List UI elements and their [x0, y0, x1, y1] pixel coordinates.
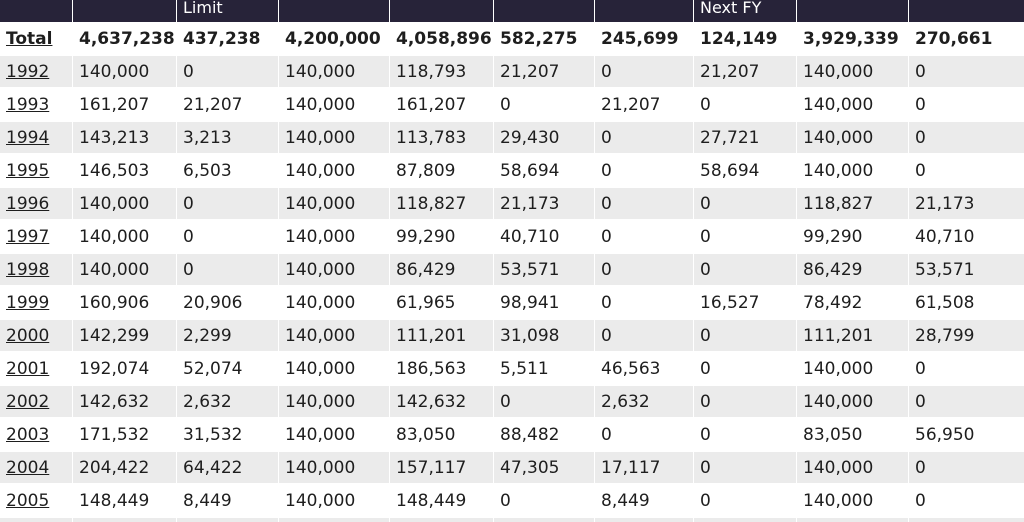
table-cell: 2,299: [176, 318, 278, 351]
table-cell: 0: [594, 417, 693, 450]
table-cell: 140,000: [278, 87, 389, 120]
total-cell: 270,661: [908, 22, 1024, 54]
year-link[interactable]: 2004: [6, 457, 50, 478]
table-cell: 8,449: [594, 483, 693, 516]
year-link[interactable]: 2005: [6, 490, 50, 511]
table-cell: 204,422: [72, 450, 176, 483]
year-cell[interactable]: [0, 252, 72, 285]
table-row: [0, 351, 1024, 384]
table-cell: 16,527: [693, 285, 796, 318]
table-cell: 0: [493, 384, 594, 417]
table-cell: 0: [594, 54, 693, 87]
table-cell: 140,000: [796, 87, 908, 120]
table-cell: 21,207: [176, 87, 278, 120]
table-cell: 88,482: [493, 417, 594, 450]
year-link[interactable]: 1996: [6, 193, 50, 214]
table-cell: 140,000: [278, 120, 389, 153]
table-cell: 0: [908, 450, 1024, 483]
table-cell: 0: [176, 219, 278, 252]
table-cell: 111,201: [389, 318, 493, 351]
table-cell: 2,632: [594, 384, 693, 417]
table-cell: 83,050: [389, 417, 493, 450]
table-cell: 0: [693, 384, 796, 417]
total-row: [0, 22, 1024, 54]
table-cell: 186,563: [389, 351, 493, 384]
table-cell: 87,809: [389, 153, 493, 186]
year-link[interactable]: 2001: [6, 358, 50, 379]
table-cell: 78,492: [796, 285, 908, 318]
table-cell: 113,783: [389, 120, 493, 153]
table-cell: 98,941: [493, 285, 594, 318]
table-cell: 17,117: [594, 450, 693, 483]
table-cell: 58,694: [493, 153, 594, 186]
table-cell: 31,098: [493, 318, 594, 351]
table-cell: [72, 516, 176, 522]
table-cell: 140,000: [278, 417, 389, 450]
table-cell: 160,906: [72, 285, 176, 318]
table-cell: 140,000: [278, 252, 389, 285]
total-label[interactable]: [0, 22, 72, 54]
table-cell: 0: [693, 351, 796, 384]
year-cell[interactable]: [0, 450, 72, 483]
table-header: [0, 0, 1024, 22]
table-row: [0, 252, 1024, 285]
table-cell: 47,305: [493, 450, 594, 483]
table-cell: 0: [693, 87, 796, 120]
table-row: [0, 450, 1024, 483]
table-cell: 3,213: [176, 120, 278, 153]
year-link[interactable]: 2003: [6, 424, 50, 445]
total-cell: 4,637,238: [72, 22, 176, 54]
table-cell: 0: [493, 483, 594, 516]
table-cell: 140,000: [278, 54, 389, 87]
table-cell: 157,117: [389, 450, 493, 483]
table-cell: 52,074: [176, 351, 278, 384]
table-cell: 0: [693, 318, 796, 351]
table-cell: 140,000: [796, 54, 908, 87]
table-cell: 86,429: [389, 252, 493, 285]
table-cell: 8,449: [176, 483, 278, 516]
table-cell: 0: [594, 153, 693, 186]
table-cell: 0: [693, 483, 796, 516]
table-row: [0, 318, 1024, 351]
table-cell: 58,694: [693, 153, 796, 186]
table-cell: 31,532: [176, 417, 278, 450]
table-cell: 118,793: [389, 54, 493, 87]
table-cell: 0: [176, 54, 278, 87]
header-cell: [278, 0, 389, 22]
header-cell: [594, 0, 693, 22]
table-row: [0, 417, 1024, 450]
table-cell: 40,710: [908, 219, 1024, 252]
table-cell: 148,449: [389, 483, 493, 516]
year-cell[interactable]: [0, 54, 72, 87]
table-row: [0, 483, 1024, 516]
table-cell: 140,000: [796, 384, 908, 417]
table-cell: 140,000: [278, 483, 389, 516]
table-cell: [278, 516, 389, 522]
table-cell: 192,074: [72, 351, 176, 384]
table-cell: 0: [908, 54, 1024, 87]
table-cell: 21,173: [493, 186, 594, 219]
table-cell: 2,632: [176, 384, 278, 417]
table-cell: 61,508: [908, 285, 1024, 318]
total-cell: 582,275: [493, 22, 594, 54]
table-cell: 140,000: [72, 252, 176, 285]
table-cell: 140,000: [796, 153, 908, 186]
year-link[interactable]: 1994: [6, 127, 50, 148]
year-cell[interactable]: [0, 483, 72, 516]
total-cell: 3,929,339: [796, 22, 908, 54]
table-cell: 21,173: [908, 186, 1024, 219]
year-cell[interactable]: [0, 285, 72, 318]
table-cell: 140,000: [72, 219, 176, 252]
total-cell: 4,058,896: [389, 22, 493, 54]
table-cell: 140,000: [796, 351, 908, 384]
table-cell: 161,207: [72, 87, 176, 120]
table-cell: 0: [176, 186, 278, 219]
table-cell: 140,000: [278, 450, 389, 483]
header-row: [0, 0, 1024, 22]
table-cell: 148,449: [72, 483, 176, 516]
table-cell: 140,000: [278, 351, 389, 384]
year-cell[interactable]: [0, 384, 72, 417]
table-cell: 0: [693, 252, 796, 285]
table-cell: 56,950: [908, 417, 1024, 450]
year-cell[interactable]: [0, 87, 72, 120]
table-cell: 140,000: [278, 285, 389, 318]
table-cell: 0: [594, 120, 693, 153]
table-cell: 0: [908, 120, 1024, 153]
year-link[interactable]: 1992: [6, 61, 50, 82]
table-cell: 46,563: [594, 351, 693, 384]
table-cell: [693, 516, 796, 522]
total-cell: 245,699: [594, 22, 693, 54]
table-cell: 0: [693, 219, 796, 252]
table-cell: [389, 516, 493, 522]
header-cell: [0, 0, 72, 22]
table-cell: 143,213: [72, 120, 176, 153]
year-link[interactable]: 1993: [6, 94, 50, 115]
year-link[interactable]: 2002: [6, 391, 50, 412]
table-cell: 99,290: [796, 219, 908, 252]
table-cell: 0: [908, 153, 1024, 186]
year-link[interactable]: 2000: [6, 325, 50, 346]
table-row: [0, 384, 1024, 417]
table-cell: 140,000: [278, 153, 389, 186]
table-cell: 118,827: [796, 186, 908, 219]
header-cell: [493, 0, 594, 22]
table-cell: 0: [594, 318, 693, 351]
table-cell: 140,000: [796, 450, 908, 483]
table-cell: 171,532: [72, 417, 176, 450]
table-cell: 40,710: [493, 219, 594, 252]
table-cell: 111,201: [796, 318, 908, 351]
table-cell: 140,000: [72, 186, 176, 219]
table-cell: 140,000: [278, 186, 389, 219]
header-cell: Limit: [176, 0, 278, 22]
table-cell: 0: [594, 285, 693, 318]
total-cell: 124,149: [693, 22, 796, 54]
year-link[interactable]: 1997: [6, 226, 50, 247]
header-cell: [796, 0, 908, 22]
table-cell: 140,000: [278, 384, 389, 417]
year-link[interactable]: 1999: [6, 292, 50, 313]
table-cell: 61,965: [389, 285, 493, 318]
table-cell: [493, 516, 594, 522]
table-cell: 29,430: [493, 120, 594, 153]
year-link[interactable]: 1995: [6, 160, 50, 181]
table-cell: 140,000: [796, 483, 908, 516]
table-cell: 53,571: [493, 252, 594, 285]
table-cell: 0: [176, 252, 278, 285]
table-cell: [0, 516, 72, 522]
table-cell: 64,422: [176, 450, 278, 483]
table-cell: 142,299: [72, 318, 176, 351]
table-cell: 5,511: [493, 351, 594, 384]
table-cell: 140,000: [278, 318, 389, 351]
table-row: [0, 54, 1024, 87]
total-cell: 437,238: [176, 22, 278, 54]
table-cell: 83,050: [796, 417, 908, 450]
table-row: [0, 219, 1024, 252]
table-cell: 161,207: [389, 87, 493, 120]
year-link[interactable]: 1998: [6, 259, 50, 280]
table-cell: 140,000: [278, 219, 389, 252]
table-cell: 0: [693, 417, 796, 450]
table-cell: 142,632: [72, 384, 176, 417]
table-cell: 27,721: [693, 120, 796, 153]
table-cell: 99,290: [389, 219, 493, 252]
table-cell: 0: [908, 351, 1024, 384]
table-row: [0, 285, 1024, 318]
total-cell: 4,200,000: [278, 22, 389, 54]
table-cell: 21,207: [594, 87, 693, 120]
table-cell: 140,000: [72, 54, 176, 87]
year-cell[interactable]: [0, 318, 72, 351]
table-cell: 53,571: [908, 252, 1024, 285]
table-cell: 0: [594, 252, 693, 285]
year-cell[interactable]: [0, 351, 72, 384]
table-cell: 0: [908, 483, 1024, 516]
table-cell: 6,503: [176, 153, 278, 186]
table-cell: 21,207: [493, 54, 594, 87]
table-cell: 118,827: [389, 186, 493, 219]
table-cell: 140,000: [796, 120, 908, 153]
table-row: [0, 153, 1024, 186]
table-cell: [594, 516, 693, 522]
table-cell: [908, 516, 1024, 522]
total-link[interactable]: Total: [6, 29, 53, 49]
header-cell: [389, 0, 493, 22]
year-cell[interactable]: [0, 153, 72, 186]
table-cell: [176, 516, 278, 522]
year-cell[interactable]: [0, 219, 72, 252]
year-cell[interactable]: [0, 417, 72, 450]
table-cell: 21,207: [693, 54, 796, 87]
table-row: [0, 87, 1024, 120]
header-cell: [908, 0, 1024, 22]
header-cell: [72, 0, 176, 22]
table-cell: 20,906: [176, 285, 278, 318]
table-row: [0, 186, 1024, 219]
year-cell[interactable]: [0, 186, 72, 219]
table-body: [0, 22, 1024, 522]
table-cell: 0: [594, 219, 693, 252]
table-cell: 28,799: [908, 318, 1024, 351]
header-cell: Next FY: [693, 0, 796, 22]
table-cell: 142,632: [389, 384, 493, 417]
table-row: [0, 120, 1024, 153]
table-cell: 86,429: [796, 252, 908, 285]
table-cell: 0: [594, 186, 693, 219]
table-cell: 0: [493, 87, 594, 120]
table-row-partial: [0, 516, 1024, 522]
table-cell: 0: [908, 87, 1024, 120]
table-cell: [796, 516, 908, 522]
year-cell[interactable]: [0, 120, 72, 153]
table-cell: 0: [908, 384, 1024, 417]
table-cell: 0: [693, 186, 796, 219]
table-cell: 146,503: [72, 153, 176, 186]
table-cell: 0: [693, 450, 796, 483]
